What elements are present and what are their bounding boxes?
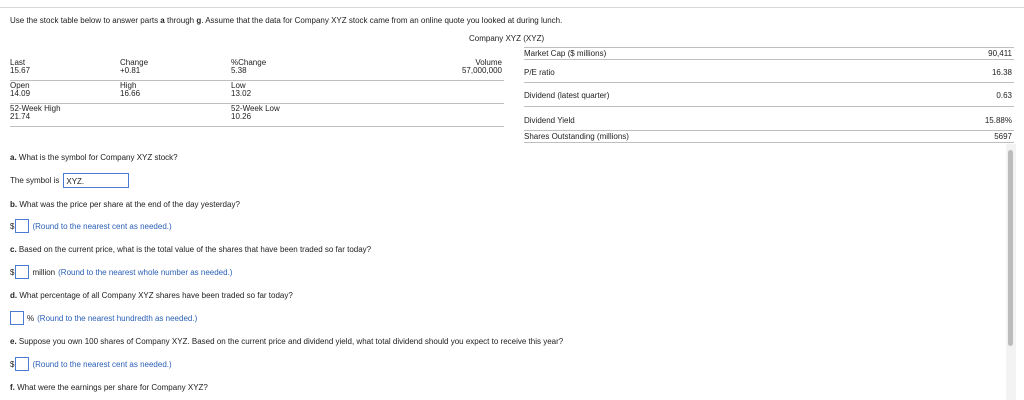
instructions-part-a: a <box>160 16 165 25</box>
quote-value: 15.67 <box>10 66 31 75</box>
quote-label: %Change <box>231 58 267 67</box>
fundamentals-label: Market Cap ($ millions) <box>524 49 607 58</box>
vertical-scrollbar[interactable] <box>1006 144 1016 400</box>
rounding-hint: (Round to the nearest whole number as needed.) <box>58 267 233 277</box>
answer-prefix: The symbol is <box>10 176 60 185</box>
quote-cell-high <box>120 82 140 98</box>
instructions <box>10 16 562 25</box>
currency-prefix: $ <box>10 267 15 277</box>
quote-label: Low <box>231 81 246 90</box>
question-a <box>10 153 178 162</box>
quote-label: High <box>120 81 137 90</box>
quote-cell-open <box>10 82 30 98</box>
answer-b <box>10 219 172 233</box>
rounding-hint: (Round to the nearest hundredth as needed.) <box>37 313 198 323</box>
answer-a <box>10 173 129 188</box>
fundamentals-row <box>524 60 1014 83</box>
quote-cell-volume <box>462 59 502 75</box>
question-text: What was the price per share at the end of the day yesterday? <box>17 200 240 209</box>
quote-label: Volume <box>475 58 502 67</box>
quote-value: +0.81 <box>120 66 141 75</box>
traded-value-answer-input[interactable] <box>15 265 29 279</box>
fundamentals-value: 15.88% <box>984 116 1012 125</box>
instructions-text: Use the stock table below to answer parts <box>10 16 161 25</box>
quote-label: Change <box>120 58 149 67</box>
question-d <box>10 291 293 300</box>
currency-prefix: $ <box>10 359 15 369</box>
quote-value: 10.26 <box>231 112 252 121</box>
question-c <box>10 245 371 254</box>
unit-label: % <box>27 313 35 323</box>
quote-label: 52-Week High <box>10 104 61 113</box>
quote-value: 16.66 <box>120 89 141 98</box>
question-letter: e. <box>10 337 17 346</box>
fundamentals-label: Dividend Yield <box>524 116 575 125</box>
fundamentals-row <box>524 131 1014 143</box>
fundamentals-label: Dividend (latest quarter) <box>524 91 610 100</box>
price-answer-input[interactable] <box>15 219 29 233</box>
answer-c <box>10 265 232 279</box>
instructions-text: . Assume that the data for Company XYZ stock came from an online quote you looked at during lunch. <box>201 16 563 25</box>
quote-row <box>10 104 504 127</box>
quote-cell-last <box>10 59 30 75</box>
question-letter: b. <box>10 200 18 209</box>
instructions-text: through <box>164 16 197 25</box>
rounding-hint: (Round to the nearest cent as needed.) <box>32 221 172 231</box>
unit-label: million <box>32 267 56 277</box>
top-divider <box>0 7 1024 8</box>
symbol-answer-field[interactable]: XYZ. <box>63 173 129 188</box>
quote-cell-pct-change <box>231 59 266 75</box>
quote-value: 13.02 <box>231 89 252 98</box>
fundamentals-value: 0.63 <box>996 91 1012 100</box>
question-b <box>10 200 240 209</box>
question-text: What were the earnings per share for Company XYZ? <box>14 383 208 392</box>
instructions-part-g: g <box>196 16 202 25</box>
question-letter: a. <box>10 153 17 162</box>
fundamentals-label: Shares Outstanding (millions) <box>524 132 629 141</box>
fundamentals-value: 16.38 <box>991 68 1012 77</box>
quote-cell-change <box>120 59 148 75</box>
fundamentals-row <box>524 83 1014 107</box>
fundamentals-label: P/E ratio <box>524 68 555 77</box>
quote-table <box>10 58 504 127</box>
question-text: What percentage of all Company XYZ shares have been traded so far today? <box>17 291 293 300</box>
quote-value: 14.09 <box>10 89 31 98</box>
answer-e <box>10 357 172 371</box>
question-f <box>10 383 208 392</box>
dividend-answer-input[interactable] <box>15 357 29 371</box>
quote-cell-52wk-low <box>231 105 280 121</box>
question-letter: f. <box>10 383 15 392</box>
quote-value: 57,000,000 <box>461 66 502 75</box>
fundamentals-table <box>524 47 1014 143</box>
question-letter: c. <box>10 245 17 254</box>
quote-row <box>10 81 504 104</box>
question-text: Suppose you own 100 shares of Company XYZ. Based on the current price and dividend yield, what total dividend should you expect to receive this year? <box>16 337 564 346</box>
fundamentals-row <box>524 107 1014 131</box>
percentage-answer-input[interactable] <box>10 311 24 325</box>
scrollbar-thumb[interactable] <box>1008 150 1013 346</box>
fundamentals-value: 90,411 <box>988 49 1012 58</box>
answer-d <box>10 311 197 325</box>
quote-label: Last <box>10 58 26 67</box>
currency-prefix: $ <box>10 221 15 231</box>
company-title: Company XYZ (XYZ) <box>469 34 545 43</box>
quote-cell-low <box>231 82 251 98</box>
fundamentals-value: 5697 <box>994 132 1012 141</box>
rounding-hint: (Round to the nearest cent as needed.) <box>32 359 172 369</box>
question-letter: d. <box>10 291 18 300</box>
quote-label: 52-Week Low <box>231 104 280 113</box>
quote-cell-52wk-high <box>10 105 61 121</box>
question-text: What is the symbol for Company XYZ stock? <box>16 153 178 162</box>
quote-value: 5.38 <box>231 66 247 75</box>
quote-label: Open <box>10 81 30 90</box>
quote-row <box>10 58 504 81</box>
question-text: Based on the current price, what is the total value of the shares that have been traded so far today? <box>16 245 372 254</box>
question-e <box>10 337 563 346</box>
quote-value: 21.74 <box>10 112 31 121</box>
fundamentals-row <box>524 47 1014 60</box>
